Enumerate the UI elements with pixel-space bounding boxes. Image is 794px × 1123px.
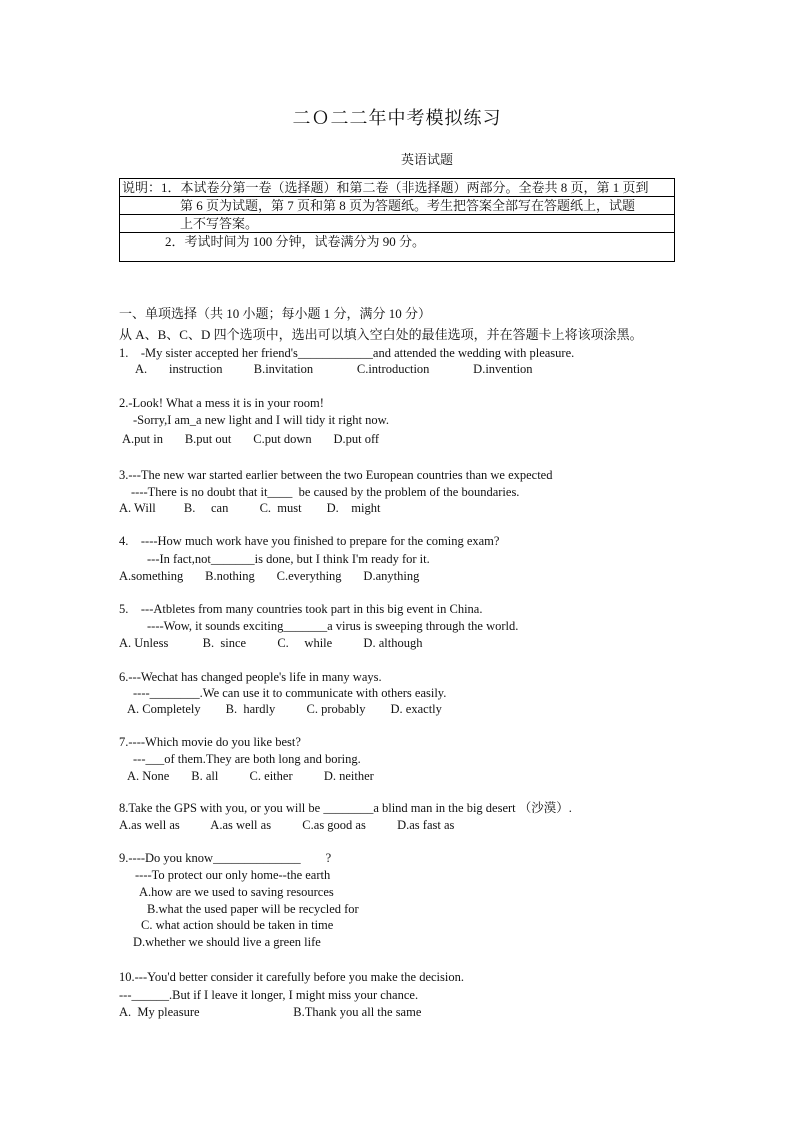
question-line: ---______.But if I leave it longer, I might miss your chance. <box>119 988 419 1002</box>
question-line: ----To protect our only home--the earth <box>135 868 331 882</box>
question-line: ----Wow, it sounds exciting_______a virus is sweeping through the world. <box>147 619 519 633</box>
question-line: ---In fact,not_______is done, but I think I'm ready for it. <box>147 552 430 566</box>
question-line: 9.----Do you know______________ ? <box>119 851 332 865</box>
instruction-row-3: 上不写答案。 <box>120 215 675 233</box>
question-line: ---___of them.They are both long and boring. <box>133 752 361 766</box>
options-line: A.how are we used to saving resources <box>139 885 334 899</box>
instructions-table <box>119 178 675 262</box>
instruction-row-2: 第 6 页为试题，第 7 页和第 8 页为答题纸。考生把答案全部写在答题纸上，试题 <box>120 197 675 215</box>
options-line: A. Will B. can C. must D. might <box>119 501 381 515</box>
question-line: ----________.We can use it to communicate with others easily. <box>133 686 447 700</box>
options-line: B.what the used paper will be recycled for <box>147 902 359 916</box>
question-line: 7.----Which movie do you like best? <box>119 735 301 749</box>
question-line: 2.-Look! What a mess it is in your room! <box>119 396 324 410</box>
instruction-row-4: 2．考试时间为 100 分钟，试卷满分为 90 分。 <box>120 233 675 262</box>
question-line: 10.---You'd better consider it carefully before you make the decision. <box>119 970 464 984</box>
question-line: 4. ----How much work have you finished to prepare for the coming exam? <box>119 534 500 548</box>
question-line: 5. ---Atbletes from many countries took part in this big event in China. <box>119 602 483 616</box>
question-line: 3.---The new war started earlier between the two European countries than we expected <box>119 468 553 482</box>
section-heading: 一、单项选择（共 10 小题；每小题 1 分，满分 10 分） <box>119 306 432 321</box>
page-title: 二Ｏ二二年中考模拟练习 <box>292 108 502 128</box>
page-subtitle: 英语试题 <box>400 152 453 167</box>
question-line: 1. -My sister accepted her friend's____________and attended the wedding with pleasure. <box>119 346 575 360</box>
options-line: A.as well as A.as well as C.as good as D.as fast as <box>119 818 455 832</box>
question-line: -Sorry,I am_a new light and I will tidy it right now. <box>133 413 389 427</box>
instruction-row-1: 说明：1．本试卷分第一卷（选择题）和第二卷（非选择题）两部分。全卷共 8 页，第 1 页到 <box>120 179 675 197</box>
options-line: A. My pleasure B.Thank you all the same <box>119 1005 422 1019</box>
options-line: A. Unless B. since C. while D. although <box>119 636 423 650</box>
question-line: ----There is no doubt that it____ be caused by the problem of the boundaries. <box>131 485 520 499</box>
options-line: A. None B. all C. either D. neither <box>127 769 374 783</box>
options-line: D.whether we should live a green life <box>133 935 321 949</box>
options-line: A. Completely B. hardly C. probably D. exactly <box>127 702 442 716</box>
options-line: A. instruction B.invitation C.introduction D.invention <box>135 362 533 376</box>
section-instruction: 从 A、B、C、D 四个选项中，选出可以填入空白处的最佳选项，并在答题卡上将该项涂黑。 <box>119 327 643 342</box>
question-line: 8.Take the GPS with you, or you will be ________a blind man in the big desert （沙漠）. <box>119 801 572 815</box>
question-line: 6.---Wechat has changed people's life in many ways. <box>119 670 382 684</box>
options-line: A.something B.nothing C.everything D.anything <box>119 569 420 583</box>
options-line: C. what action should be taken in time <box>141 918 334 932</box>
options-line: A.put in B.put out C.put down D.put off <box>122 432 380 446</box>
